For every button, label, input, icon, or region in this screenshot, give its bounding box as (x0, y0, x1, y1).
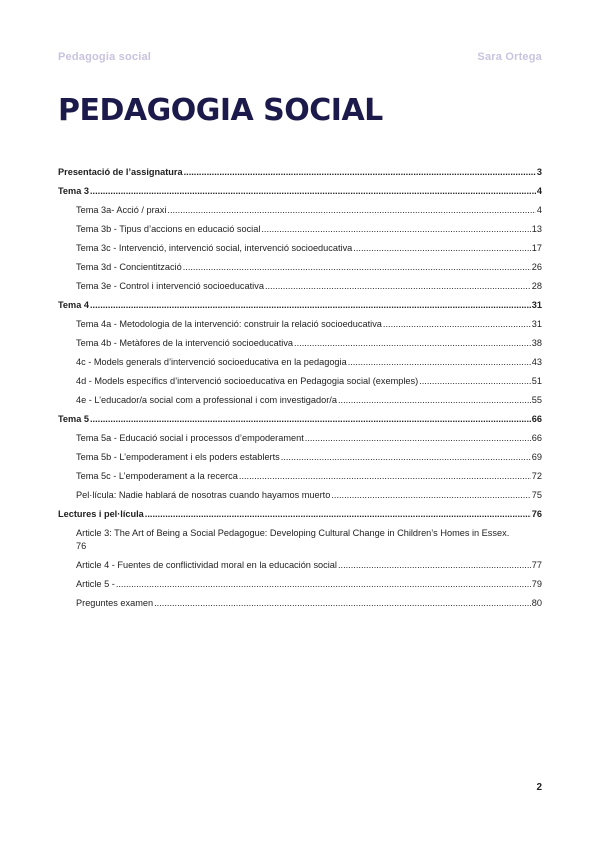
toc-dot-leader (239, 467, 531, 486)
toc-dot-leader (116, 575, 531, 594)
toc-entry[interactable] (58, 575, 542, 594)
toc-dot-leader (294, 334, 531, 353)
toc-entry[interactable] (58, 182, 542, 201)
toc-dot-leader (167, 201, 535, 220)
toc-entry-page: 43 (531, 357, 542, 367)
toc-entry-title: 4c - Models generals d’intervenció socioeducativa en la pedagogia (76, 357, 347, 367)
header-doc-title: Pedagogia social (58, 51, 152, 63)
toc-entry-title: Tema 4 (58, 300, 89, 310)
toc-entry-page: 17 (531, 243, 542, 253)
toc-dot-leader (90, 296, 531, 315)
toc-entry[interactable] (58, 556, 542, 575)
toc-entry-page: 28 (531, 281, 542, 291)
toc-entry-title: Tema 5b - L’empoderament i els poders establerts (76, 452, 280, 462)
toc-entry-title: Article 3: The Art of Being a Social Pedagogue: Developing Cultural Change in Children’s Homes in Essex. (76, 528, 510, 538)
toc-entry-page: 51 (531, 376, 542, 386)
toc-dot-leader (353, 239, 530, 258)
toc-entry-title: Presentació de l’assignatura (58, 167, 183, 177)
toc-entry-page: 72 (531, 471, 542, 481)
toc-entry[interactable] (58, 467, 542, 486)
toc-entry-title: Preguntes examen (76, 598, 154, 608)
header-author: Sara Ortega (477, 51, 542, 63)
toc-entry-title: Tema 4b - Metàfores de la intervenció socioeducativa (76, 338, 294, 348)
toc-dot-leader (281, 448, 531, 467)
toc-entry-page: 76 (531, 509, 542, 519)
toc-entry-title: 4e - L’educador/a social com a professional i com investigador/a (76, 395, 337, 405)
toc-dot-leader (419, 372, 531, 391)
toc-entry[interactable] (58, 334, 542, 353)
toc-entry[interactable] (58, 353, 542, 372)
toc-entry-title: Article 5 - (76, 579, 115, 589)
toc-entry-title: Tema 5c - L’empoderament a la recerca (76, 471, 238, 481)
toc-entry-title: Tema 3 (58, 186, 89, 196)
toc-entry[interactable] (58, 277, 542, 296)
toc-dot-leader (154, 594, 531, 613)
toc-entry[interactable] (58, 429, 542, 448)
toc-entry[interactable] (58, 201, 542, 220)
toc-entry-page: 66 (531, 414, 542, 424)
toc-entry-page: 75 (531, 490, 542, 500)
toc-entry-title: Lectures i pel·lícula (58, 509, 144, 519)
toc-entry[interactable] (58, 372, 542, 391)
toc-entry[interactable] (58, 410, 542, 429)
toc-entry[interactable] (58, 486, 542, 505)
toc-dot-leader (145, 505, 531, 524)
toc-entry[interactable] (58, 505, 542, 524)
toc-entry[interactable] (58, 391, 542, 410)
toc-dot-leader (261, 220, 530, 239)
toc-entry-page: 77 (531, 560, 542, 570)
toc-dot-leader (184, 163, 536, 182)
toc-entry-title: Tema 5 (58, 414, 89, 424)
page-title: PEDAGOGIA SOCIAL (58, 93, 383, 128)
toc-entry-page: 66 (531, 433, 542, 443)
toc-entry-title: Tema 3a- Acció / praxi (76, 205, 167, 215)
toc-entry-page: 3 (536, 167, 542, 177)
toc-entry-page: 69 (531, 452, 542, 462)
toc-entry-page: 38 (531, 338, 542, 348)
toc-entry-title: Tema 3c - Intervenció, intervenció social, intervenció socioeducativa (76, 243, 353, 253)
toc-entry-page: 4 (536, 205, 542, 215)
toc-entry-page: 55 (531, 395, 542, 405)
toc-entry-page: 76 (76, 541, 87, 551)
toc-dot-leader (383, 315, 531, 334)
toc-entry[interactable] (58, 258, 542, 277)
toc-dot-leader (305, 429, 531, 448)
toc-entry-title: Pel·lícula: Nadie hablará de nosotras cuando hayamos muerto (76, 490, 331, 500)
page-number: 2 (536, 782, 542, 793)
toc-entry-title: 4d - Models específics d’intervenció socioeducativa en Pedagogia social (exemples) (76, 376, 419, 386)
toc-dot-leader (183, 258, 531, 277)
toc-entry-page: 79 (531, 579, 542, 589)
toc-entry[interactable] (58, 315, 542, 334)
toc-dot-leader (90, 410, 531, 429)
toc-entry-title: Tema 3b - Tipus d’accions en educació social (76, 224, 261, 234)
toc-entry[interactable] (58, 163, 542, 182)
toc-dot-leader (338, 556, 531, 575)
toc-dot-leader (331, 486, 530, 505)
toc-entry-title: Article 4 - Fuentes de conflictividad moral en la educación social (76, 560, 337, 570)
table-of-contents (58, 163, 542, 613)
toc-entry-page: 4 (536, 186, 542, 196)
toc-entry-title: Tema 3e - Control i intervenció socioeducativa (76, 281, 264, 291)
toc-entry[interactable] (58, 220, 542, 239)
toc-dot-leader (348, 353, 531, 372)
toc-entry-page: 13 (531, 224, 542, 234)
toc-entry-title: Tema 5a - Educació social i processos d’empoderament (76, 433, 304, 443)
toc-entry[interactable] (58, 594, 542, 613)
toc-dot-leader (338, 391, 531, 410)
toc-entry-page: 31 (531, 300, 542, 310)
toc-dot-leader (265, 277, 531, 296)
toc-dot-leader (90, 182, 536, 201)
toc-entry-title: Tema 3d - Concientització (76, 262, 182, 272)
toc-entry[interactable] (58, 239, 542, 258)
toc-entry-page: 31 (531, 319, 542, 329)
toc-entry-page: 26 (531, 262, 542, 272)
toc-entry[interactable] (58, 296, 542, 315)
toc-entry-title: Tema 4a - Metodologia de la intervenció: construir la relació socioeducativa (76, 319, 382, 329)
toc-entry-page: 80 (531, 598, 542, 608)
toc-entry[interactable] (58, 448, 542, 467)
toc-entry[interactable] (58, 524, 542, 556)
running-header (58, 51, 542, 65)
